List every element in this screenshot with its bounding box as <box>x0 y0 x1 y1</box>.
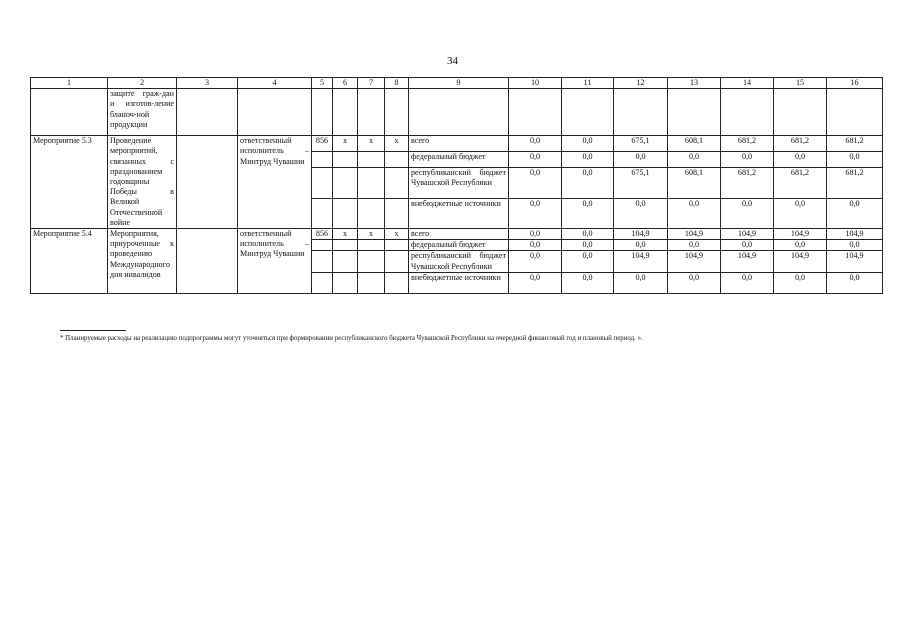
table-cell <box>358 89 385 136</box>
table-cell <box>385 251 409 273</box>
funding-value: 0,0 <box>774 152 827 168</box>
table-cell <box>312 167 333 198</box>
funding-value: 681,2 <box>721 167 774 198</box>
responsible-executor: ответственный исполнитель – Минтруд Чувашии <box>238 229 312 294</box>
funding-value: 0,0 <box>614 240 668 251</box>
funding-value: 681,2 <box>721 136 774 152</box>
funding-value: 0,0 <box>562 229 614 240</box>
code-cell: x <box>333 229 358 240</box>
table-cell <box>312 240 333 251</box>
funding-value: 0,0 <box>668 152 721 168</box>
funding-value: 0,0 <box>614 152 668 168</box>
table-cell <box>385 199 409 229</box>
table-cell <box>31 89 108 136</box>
table-cell <box>614 89 668 136</box>
table-cell <box>562 89 614 136</box>
table-cell <box>358 273 385 294</box>
table-cell <box>385 152 409 168</box>
table-cell <box>312 152 333 168</box>
column-header: 7 <box>358 78 385 89</box>
funding-value: 104,9 <box>614 251 668 273</box>
funding-value: 0,0 <box>827 273 883 294</box>
code-cell: 856 <box>312 136 333 152</box>
column-number-row <box>31 78 883 89</box>
page-number: 34 <box>447 55 458 67</box>
funding-value: 0,0 <box>562 240 614 251</box>
table-cell <box>177 89 238 136</box>
funding-value: 0,0 <box>562 199 614 229</box>
funding-value: 0,0 <box>774 240 827 251</box>
funding-source: всего <box>409 136 509 152</box>
event-number: Мероприятие 5.3 <box>31 136 108 229</box>
continued-event-name: защите граж-дан и изготов-ление бланоч-ной продукции <box>108 89 177 136</box>
responsible-executor: ответственный исполнитель – Минтруд Чувашии <box>238 136 312 229</box>
funding-value: 0,0 <box>509 136 562 152</box>
footnote-divider <box>60 330 126 331</box>
funding-value: 104,9 <box>827 229 883 240</box>
table-cell <box>358 167 385 198</box>
funding-value: 0,0 <box>827 199 883 229</box>
column-header: 15 <box>774 78 827 89</box>
table-cell <box>333 89 358 136</box>
funding-source: внебюджетные источники <box>409 273 509 294</box>
event-name: Мероприятия, приуроченные к проведению Международного дня инвалидов <box>108 229 177 294</box>
funding-value: 0,0 <box>509 240 562 251</box>
table-cell <box>333 152 358 168</box>
funding-value: 0,0 <box>562 273 614 294</box>
funding-value: 681,2 <box>774 136 827 152</box>
table-cell <box>312 273 333 294</box>
funding-value: 104,9 <box>668 251 721 273</box>
funding-value: 104,9 <box>774 251 827 273</box>
footnote: * Планируемые расходы на реализацию подпрограммы могут уточняться при формировании республиканского бюджета Чувашской Республики на очередной финансовый год и плановый период. ». <box>60 335 643 342</box>
column-header: 4 <box>238 78 312 89</box>
funding-source: федеральный бюджет <box>409 152 509 168</box>
code-cell: x <box>333 136 358 152</box>
funding-value: 0,0 <box>774 199 827 229</box>
funding-value: 0,0 <box>509 167 562 198</box>
funding-value: 0,0 <box>509 273 562 294</box>
funding-value: 608,1 <box>668 136 721 152</box>
column-header: 16 <box>827 78 883 89</box>
table-cell <box>358 240 385 251</box>
table-cell <box>177 229 238 294</box>
table-cell <box>333 251 358 273</box>
funding-value: 0,0 <box>509 152 562 168</box>
funding-value: 0,0 <box>614 273 668 294</box>
table-cell <box>312 251 333 273</box>
table-cell <box>358 251 385 273</box>
table-cell <box>385 89 409 136</box>
funding-value: 0,0 <box>509 199 562 229</box>
funding-value: 0,0 <box>509 251 562 273</box>
funding-value: 0,0 <box>562 167 614 198</box>
event-number: Мероприятие 5.4 <box>31 229 108 294</box>
funding-value: 0,0 <box>509 229 562 240</box>
column-header: 6 <box>333 78 358 89</box>
table-cell <box>385 167 409 198</box>
funding-value: 0,0 <box>721 273 774 294</box>
continuation-row <box>31 89 883 136</box>
event-name: Проведение мероприятий, связанных с празднованием годовщины Победы в Великой Отечественной войне <box>108 136 177 229</box>
table-row <box>31 229 883 240</box>
funding-value: 675,1 <box>614 167 668 198</box>
column-header: 14 <box>721 78 774 89</box>
column-header: 1 <box>31 78 108 89</box>
funding-source: внебюджетные источники <box>409 199 509 229</box>
funding-value: 104,9 <box>827 251 883 273</box>
table-cell <box>333 199 358 229</box>
table-cell <box>333 167 358 198</box>
table-cell <box>358 152 385 168</box>
funding-source: республиканский бюджет Чувашской Республики <box>409 251 509 273</box>
table-cell <box>827 89 883 136</box>
program-funding-table <box>30 77 883 294</box>
column-header: 9 <box>409 78 509 89</box>
funding-value: 681,2 <box>774 167 827 198</box>
column-header: 12 <box>614 78 668 89</box>
funding-value: 0,0 <box>614 199 668 229</box>
funding-value: 104,9 <box>614 229 668 240</box>
funding-value: 0,0 <box>562 152 614 168</box>
funding-source: всего <box>409 229 509 240</box>
funding-value: 0,0 <box>827 152 883 168</box>
table-cell <box>238 89 312 136</box>
table-cell <box>358 199 385 229</box>
table-cell <box>668 89 721 136</box>
funding-value: 0,0 <box>721 199 774 229</box>
column-header: 2 <box>108 78 177 89</box>
funding-value: 0,0 <box>668 240 721 251</box>
code-cell: x <box>358 136 385 152</box>
column-header: 8 <box>385 78 409 89</box>
column-header: 5 <box>312 78 333 89</box>
funding-value: 675,1 <box>614 136 668 152</box>
code-cell: x <box>385 229 409 240</box>
code-cell: x <box>358 229 385 240</box>
funding-value: 104,9 <box>721 251 774 273</box>
funding-value: 104,9 <box>774 229 827 240</box>
funding-value: 0,0 <box>774 273 827 294</box>
funding-value: 608,1 <box>668 167 721 198</box>
funding-value: 0,0 <box>827 240 883 251</box>
funding-value: 0,0 <box>562 251 614 273</box>
table-cell <box>774 89 827 136</box>
table-cell <box>177 136 238 229</box>
funding-value: 0,0 <box>668 199 721 229</box>
code-cell: 856 <box>312 229 333 240</box>
funding-value: 0,0 <box>721 152 774 168</box>
funding-value: 681,2 <box>827 167 883 198</box>
table-cell <box>333 273 358 294</box>
table-cell <box>312 199 333 229</box>
funding-source: федеральный бюджет <box>409 240 509 251</box>
column-header: 10 <box>509 78 562 89</box>
funding-value: 104,9 <box>721 229 774 240</box>
funding-source: республиканский бюджет Чувашской Республики <box>409 167 509 198</box>
column-header: 11 <box>562 78 614 89</box>
table-cell <box>409 89 509 136</box>
funding-value: 0,0 <box>668 273 721 294</box>
funding-value: 681,2 <box>827 136 883 152</box>
table-cell <box>385 240 409 251</box>
column-header: 3 <box>177 78 238 89</box>
funding-value: 104,9 <box>668 229 721 240</box>
table-cell <box>509 89 562 136</box>
table-cell <box>721 89 774 136</box>
table-cell <box>312 89 333 136</box>
funding-value: 0,0 <box>721 240 774 251</box>
code-cell: x <box>385 136 409 152</box>
table-cell <box>385 273 409 294</box>
funding-value: 0,0 <box>562 136 614 152</box>
table-cell <box>333 240 358 251</box>
table-row <box>31 136 883 152</box>
column-header: 13 <box>668 78 721 89</box>
